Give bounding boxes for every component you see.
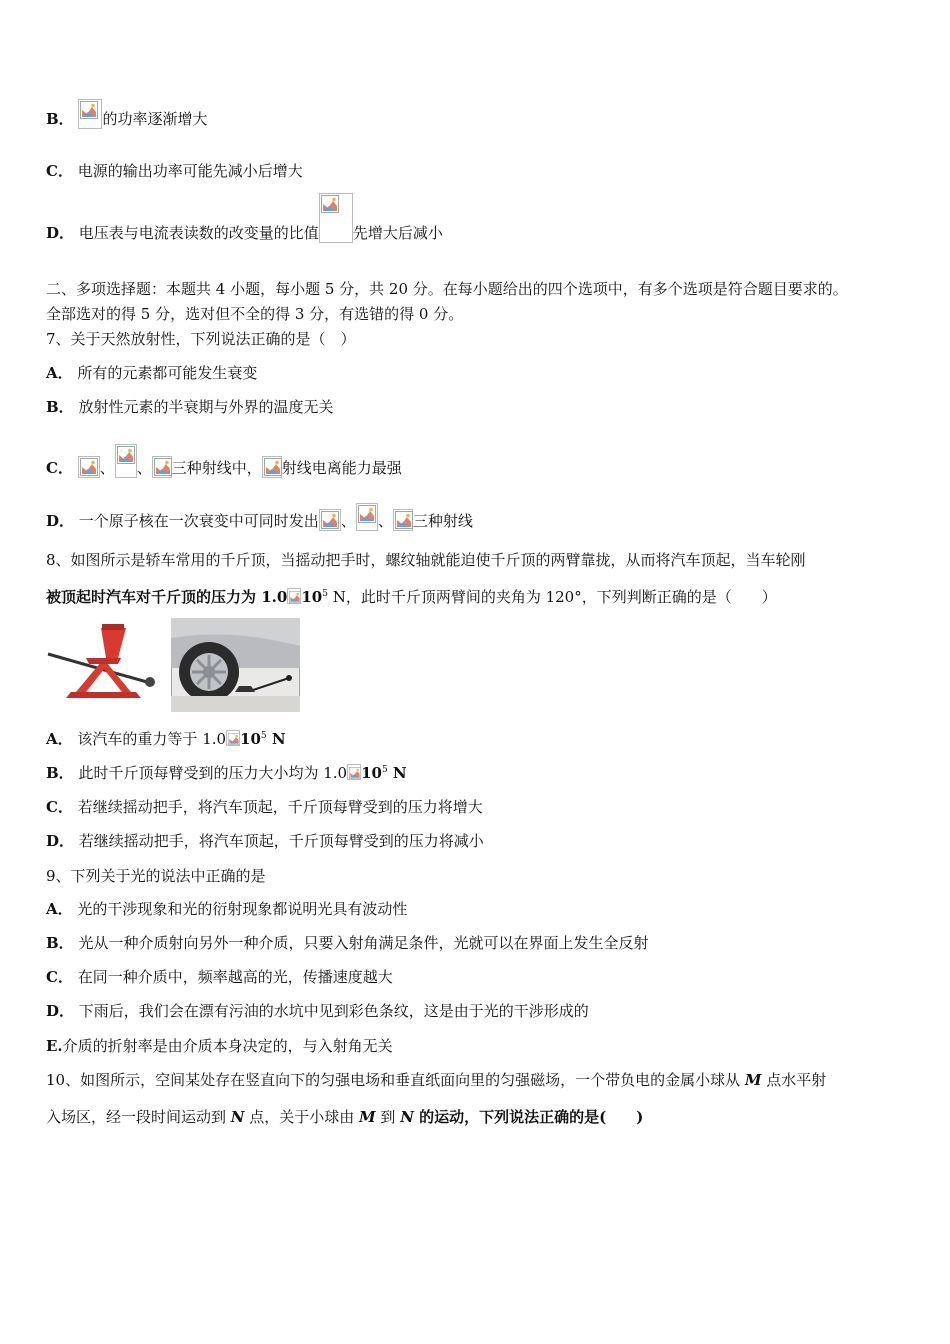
q9-option-d: D． 下雨后，我们会在漂有污油的水坑中见到彩色条纹，这是由于光的干涉形成的 [46, 1002, 589, 1020]
alpha-symbol-icon [319, 509, 341, 531]
formula-image-icon [78, 99, 102, 129]
q7-stem: 7、关于天然放射性，下列说法正确的是（ ） [46, 330, 356, 348]
times-symbol-icon [287, 588, 301, 604]
car-tire-jack-photo [171, 618, 300, 712]
q7-option-b [46, 397, 333, 417]
q8-option-b: B． 此时千斤顶每臂受到的压力大小均为 1.0 $10^5$ N [46, 764, 407, 782]
q8-stem-1: 8、如图所示是轿车常用的千斤顶，当摇动把手时，螺纹轴就能迫使千斤顶的两臂靠拢，从而将汽车顶起，当车轮刚 [46, 551, 806, 569]
option-text: 电源的输出功率可能先减小后增大 [77, 162, 303, 180]
option-label: E. [46, 1037, 63, 1055]
option-label: A． [46, 730, 73, 748]
q9-option-b: B． 光从一种介质射向另外一种介质，只要入射角满足条件，光就可以在界面上发生全反射 [46, 934, 649, 952]
q7-option-d: D． 一个原子核在一次衰变中可同时发出 、 、 三种射线 [46, 503, 473, 531]
option-label: A． [46, 900, 73, 918]
section-heading-2: 全部选对的得 5 分，选对但不全的得 3 分，有选错的得 0 分。 [46, 305, 464, 323]
option-label: B． [46, 110, 74, 128]
section-heading: 二、多项选择题：本题共 4 小题，每小题 5 分，共 20 分。在每小题给出的四个选项中，有多个选项是符合题目要求的。 [46, 280, 848, 298]
q10-stem-2: 入场区，经一段时间运动到 N 点，关于小球由 M 到 N 的运动，下列说法正确的是( ) [46, 1108, 644, 1126]
option-label: C． [46, 162, 73, 180]
q9-option-c: C． 在同一种介质中，频率越高的光，传播速度越大 [46, 968, 393, 986]
option-label: B． [46, 934, 74, 952]
option-text: 的功率逐渐增大 [102, 110, 208, 128]
q9-stem: 9、下列关于光的说法中正确的是 [46, 867, 266, 885]
q6-option-d [46, 193, 443, 243]
q7-option-a [46, 363, 257, 383]
q8-stem-2: 被顶起时汽车对千斤顶的压力为 1.0 $10^5$ N，此时千斤顶两臂间的夹角为 120°，下列判断正确的是（ ） [46, 588, 777, 606]
times-symbol-icon [347, 764, 361, 780]
q10-stem-1: 10、如图所示，空间某处存在竖直向下的匀强电场和垂直纸面向里的匀强磁场，一个带负电的金属小球从 M 点水平射 [46, 1071, 827, 1089]
alpha-symbol-icon [78, 456, 100, 478]
option-label: D． [46, 1002, 75, 1020]
option-label: B． [46, 764, 74, 782]
option-label: D． [46, 224, 75, 242]
option-text: 电压表与电流表读数的改变量的比值 [78, 224, 319, 242]
q9-option-a: A． 光的干涉现象和光的衍射现象都说明光具有波动性 [46, 900, 408, 918]
q9-option-e: E.介质的折射率是由介质本身决定的，与入射角无关 [46, 1037, 393, 1055]
gamma-symbol-icon [393, 509, 413, 531]
gamma-symbol-icon [152, 456, 172, 478]
times-symbol-icon [226, 730, 240, 746]
option-label: A． [46, 364, 73, 382]
beta-symbol-icon [115, 444, 137, 478]
q6-option-c [46, 161, 303, 181]
formula-image-icon [319, 193, 353, 243]
q8-option-a: A． 该汽车的重力等于 1.0 $10^5$ N [46, 730, 286, 748]
option-text: 先增大后减小 [352, 224, 443, 242]
car-jack-photo [46, 618, 156, 708]
q6-option-b [46, 99, 207, 129]
q8-option-d: D． 若继续摇动把手，将汽车顶起，千斤顶每臂受到的压力将减小 [46, 832, 484, 850]
option-label: C． [46, 968, 73, 986]
option-label: D． [46, 832, 75, 850]
q8-option-c: C． 若继续摇动把手，将汽车顶起，千斤顶每臂受到的压力将增大 [46, 798, 483, 816]
alpha-symbol-icon [262, 456, 282, 478]
beta-symbol-icon [356, 503, 378, 531]
q7-option-c: C． 、 、 三种射线中， 射线电离能力最强 [46, 444, 402, 478]
option-label: C． [46, 459, 73, 477]
option-label: C． [46, 798, 73, 816]
option-text: 放射性元素的半衰期与外界的温度无关 [78, 398, 334, 416]
option-text: 所有的元素都可能发生衰变 [77, 364, 258, 382]
option-label: D． [46, 512, 75, 530]
option-label: B． [46, 398, 74, 416]
